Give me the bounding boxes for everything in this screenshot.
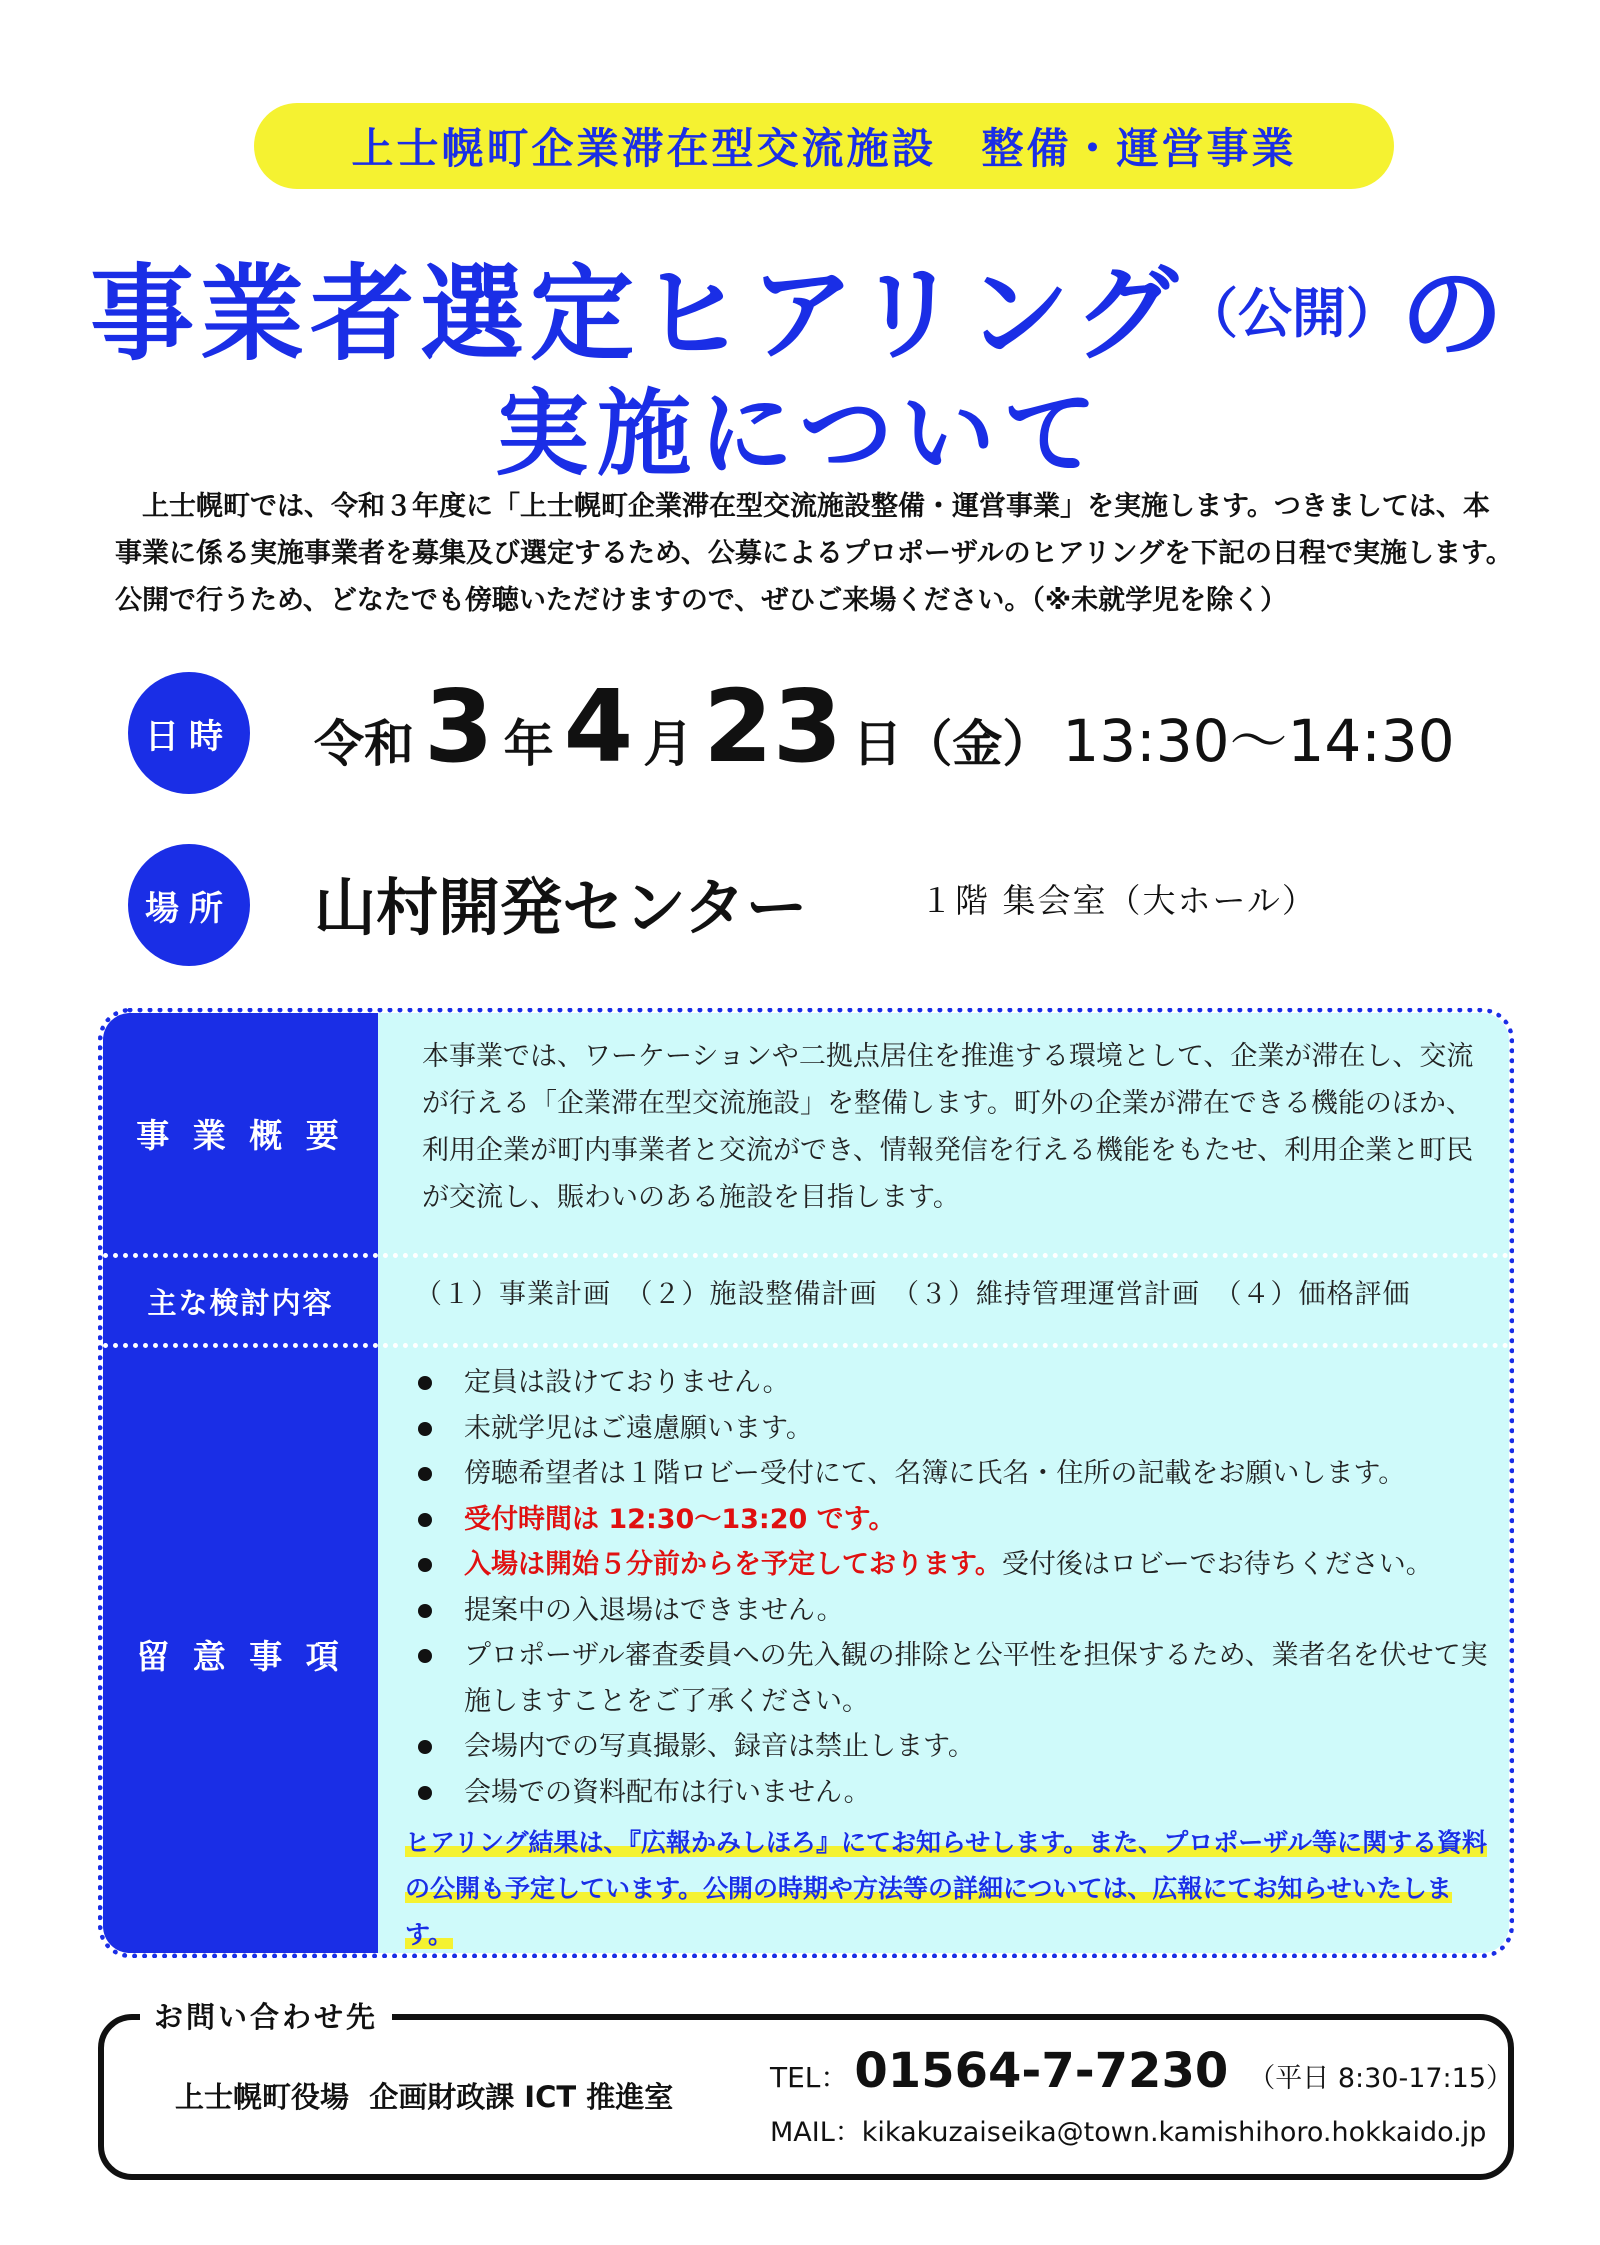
contact-tel bbox=[770, 2043, 1513, 2099]
results-notice bbox=[405, 1820, 1490, 1958]
tel-hours: （平日 8:30-17:15） bbox=[1248, 2063, 1514, 2094]
results-notice-line2: の公開も予定しています。公開の時期や方法等の詳細については、広報にてお知らせいたします。 bbox=[405, 1874, 1452, 1949]
review-label: 主な検討内容 bbox=[147, 1285, 334, 1320]
event-date bbox=[314, 668, 1455, 788]
title-particle: の bbox=[1399, 253, 1510, 375]
page-title-line2: 実施について bbox=[494, 380, 1106, 489]
list-item: 定員は設けておりません。 bbox=[410, 1360, 1490, 1406]
contact-organization: 上士幌町役場 企画財政課 ICT 推進室 bbox=[175, 2080, 674, 2114]
review-text: （１）事業計画 （２）施設整備計画 （３）維持管理運営計画 （４）価格評価 bbox=[415, 1279, 1411, 1310]
tel-label: TEL： bbox=[770, 2061, 849, 2094]
contact-heading: お問い合わせ先 bbox=[140, 1995, 392, 2036]
list-item: 受付時間は 12:30～13:20 です。 bbox=[410, 1497, 1490, 1543]
row-divider bbox=[103, 1343, 1509, 1348]
list-item: 提案中の入退場はできません。 bbox=[410, 1588, 1490, 1634]
date-year: 3 bbox=[424, 668, 494, 785]
date-day-unit: 日 bbox=[852, 715, 903, 773]
tel-number: 01564-7-7230 bbox=[854, 2043, 1229, 2099]
list-item: プロポーザル審査委員への先入観の排除と公平性を担保するため、業者名を伏せて実施しますことをご了承ください。 bbox=[410, 1633, 1490, 1724]
results-notice-line1: ヒアリング結果は、『広報かみしほろ』にてお知らせします。また、プロポーザル等に関する資料 bbox=[405, 1828, 1488, 1857]
date-month: 4 bbox=[563, 668, 634, 785]
contact-mail: MAIL：kikakuzaiseika@town.kamishihoro.hokkaido.jp bbox=[770, 2117, 1487, 2148]
list-item: 未就学児はご遠慮願います。 bbox=[410, 1406, 1490, 1452]
title-main: 事業者選定ヒアリング bbox=[90, 253, 1184, 375]
notes-content bbox=[410, 1360, 1490, 1815]
intro-paragraph bbox=[115, 483, 1515, 624]
entry-time-alert: 入場は開始５分前からを予定しております。 bbox=[464, 1549, 1002, 1580]
list-item: 会場内での写真撮影、録音は禁止します。 bbox=[410, 1724, 1490, 1770]
notes-list bbox=[410, 1360, 1490, 1815]
venue-label-circle: 場所 bbox=[128, 844, 250, 966]
date-label-circle: 日時 bbox=[128, 672, 250, 794]
date-year-unit: 年 bbox=[503, 715, 554, 773]
date-era: 令和 bbox=[314, 715, 414, 773]
title-public-note: （公開） bbox=[1183, 282, 1400, 345]
date-month-unit: 月 bbox=[643, 715, 694, 773]
overview-label: 事 業 概 要 bbox=[136, 1115, 345, 1155]
date-weekday: （金） bbox=[902, 715, 1053, 773]
row-divider bbox=[103, 1253, 1509, 1258]
list-item: 傍聴希望者は１階ロビー受付にて、名簿に氏名・住所の記載をお願いします。 bbox=[410, 1451, 1490, 1497]
overview-text: 本事業では、ワーケーションや二拠点居住を推進する環境として、企業が滞在し、交流が行える「企業滞在型交流施設」を整備します。町外の企業が滞在できる機能のほか、利用企業が町内事業者と交流ができ、情報発信を行える機能をもたせ、利用企業と町民が交流し、賑わいのある施設を目指します。 bbox=[422, 1041, 1474, 1213]
list-item: 会場での資料配布は行いません。 bbox=[410, 1770, 1490, 1816]
list-item bbox=[410, 1542, 1490, 1588]
venue-name: 山村開発センター bbox=[314, 871, 808, 944]
venue-room: １階 集会室（大ホール） bbox=[920, 881, 1317, 920]
project-banner: 上士幌町企業滞在型交流施設 整備・運営事業 bbox=[254, 103, 1394, 189]
notes-label: 留 意 事 項 bbox=[136, 1636, 345, 1676]
intro-text: 上士幌町では、令和３年度に「上士幌町企業滞在型交流施設整備・運営事業」を実施します。つきましては、本事業に係る実施事業者を募集及び選定するため、公募によるプロポーザルのヒアリングを下記の日程で実施します。公開で行うため、どなたでも傍聴いただけますので、ぜひご来場ください。（※未就学児を除く） bbox=[115, 491, 1513, 616]
date-day: 23 bbox=[703, 668, 843, 785]
entry-wait-note: 受付後はロビーでお待ちください。 bbox=[1001, 1549, 1433, 1580]
event-time: 13:30～14:30 bbox=[1062, 707, 1455, 775]
